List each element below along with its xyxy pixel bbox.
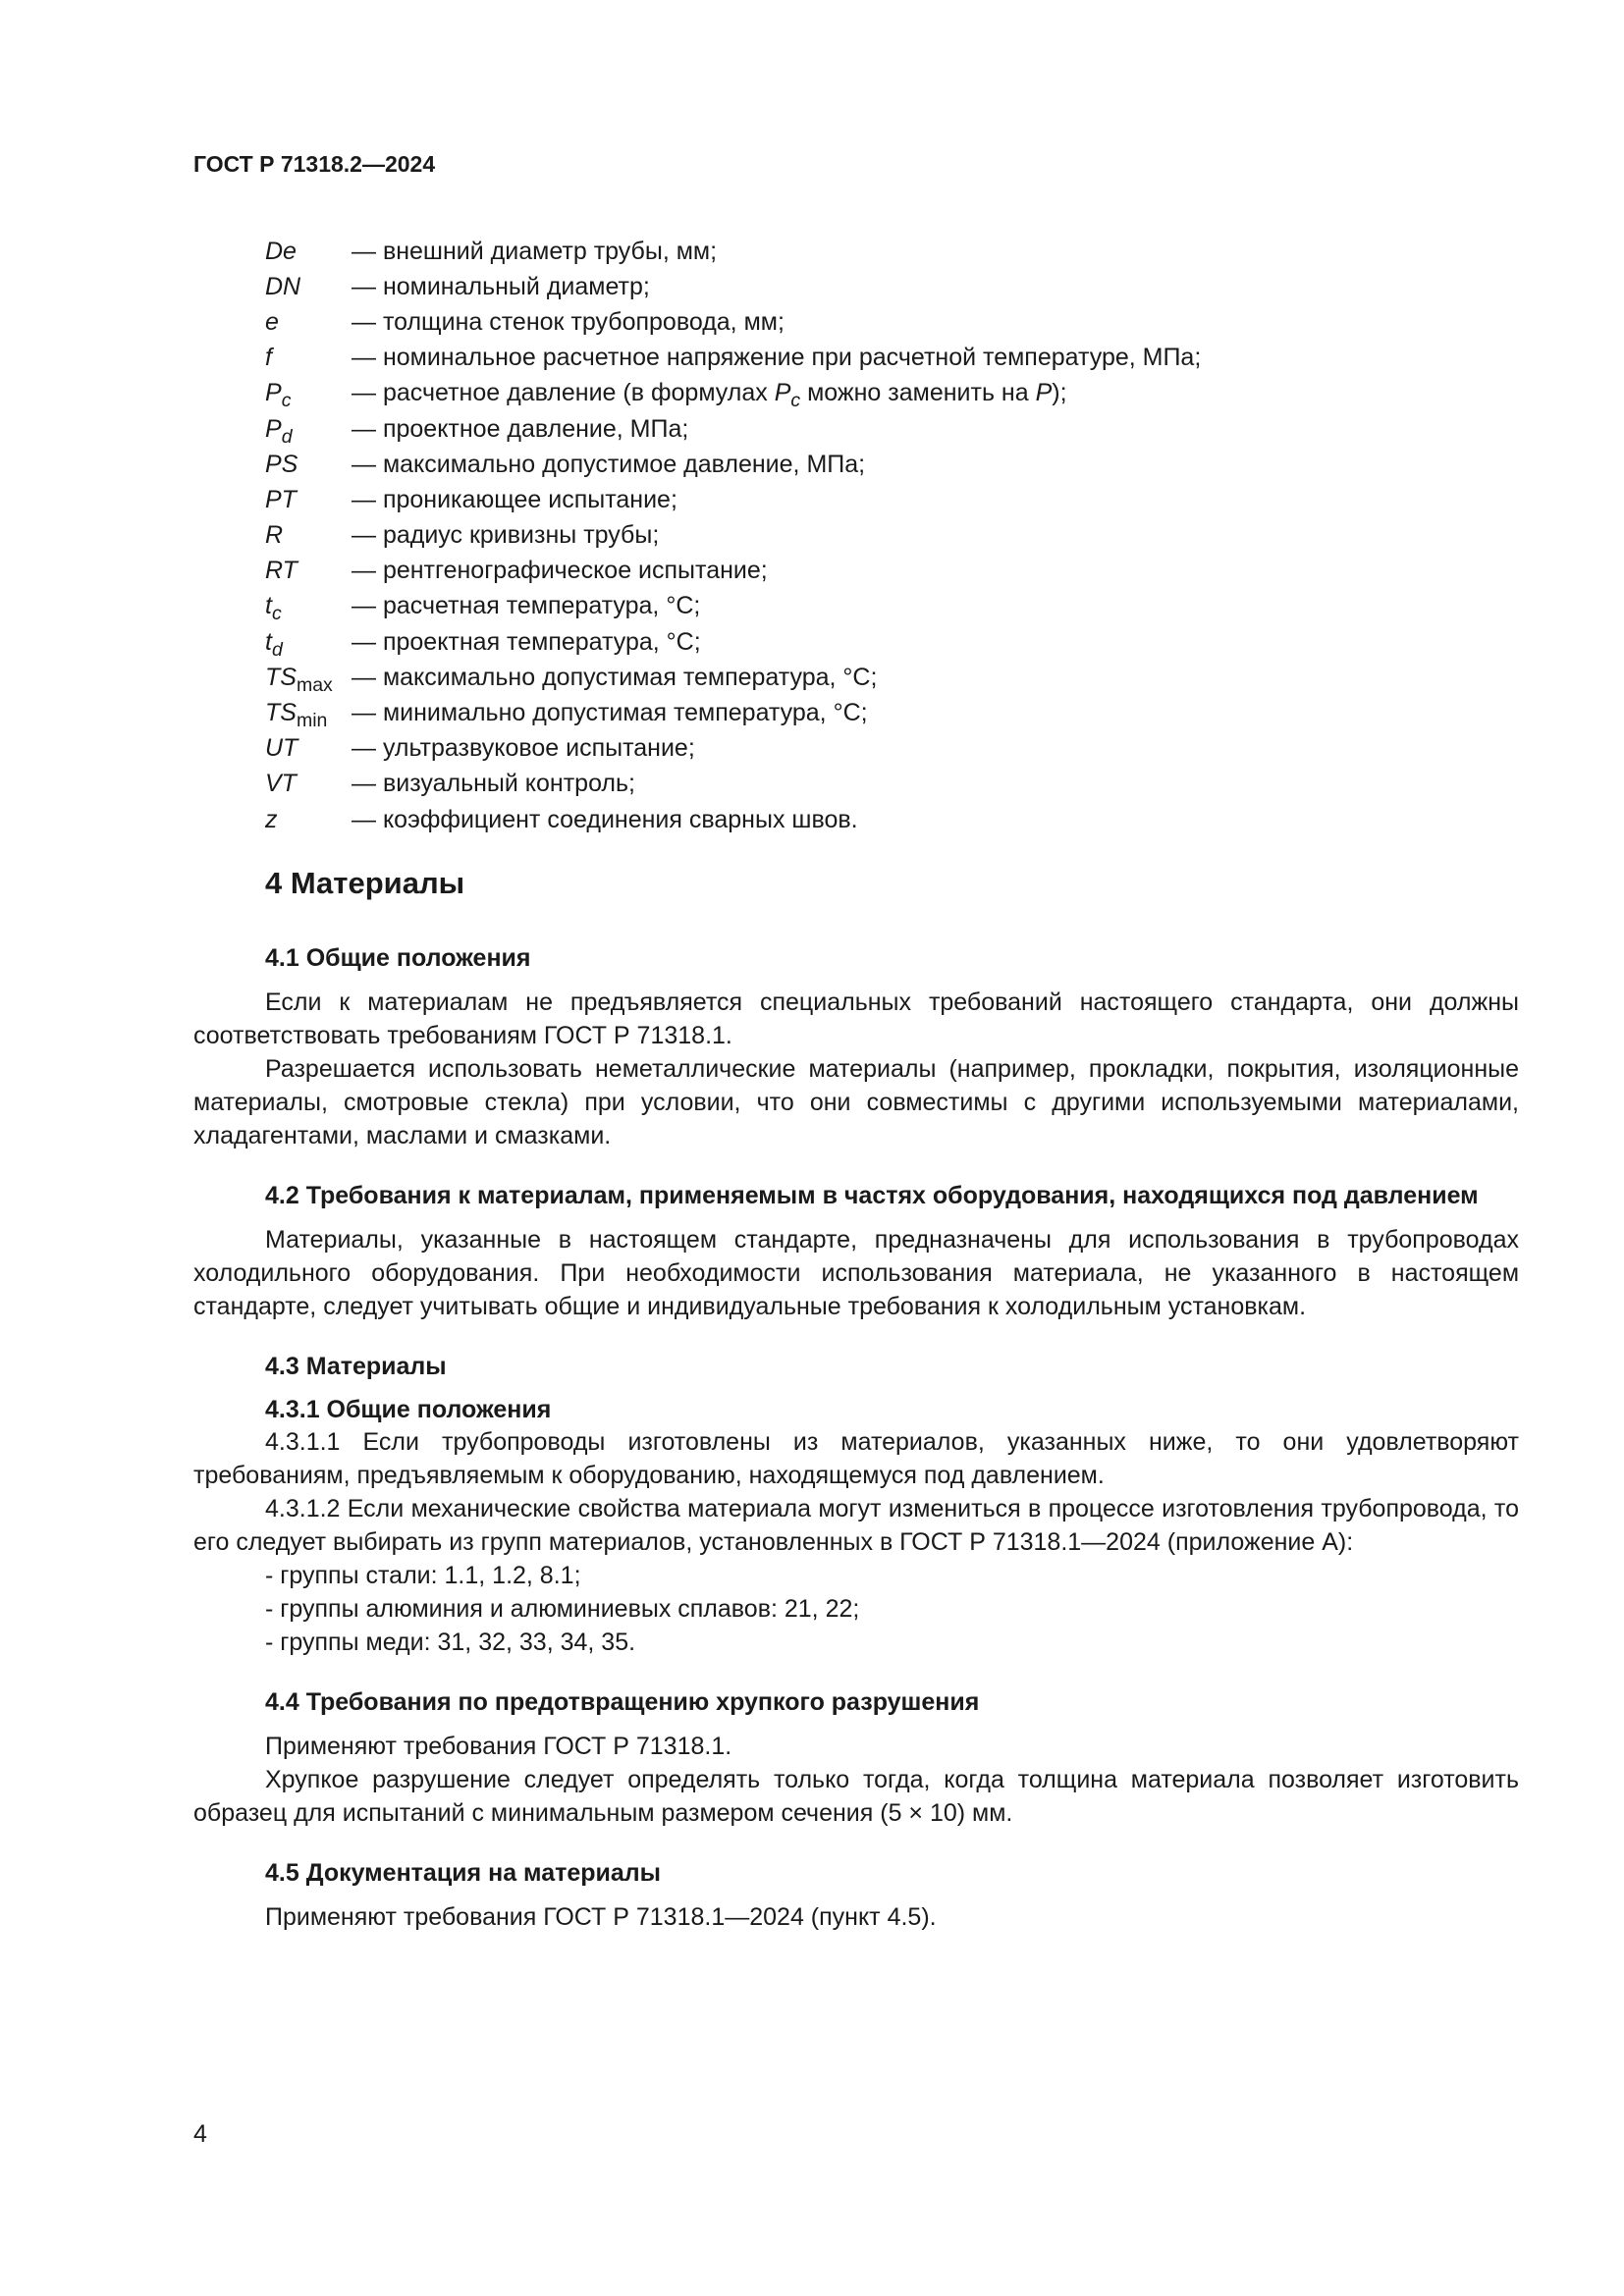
list-item: - группы стали: 1.1, 1.2, 8.1; — [265, 1562, 581, 1589]
symbol-term: RT — [265, 557, 298, 585]
symbol-term: DN — [265, 272, 301, 300]
symbol-description: — номинальный диаметр; — [352, 272, 650, 300]
section-title: 4 Материалы — [265, 866, 465, 900]
symbol-term: VT — [265, 770, 297, 798]
paragraph: Разрешается использовать неметаллические материалы (например, прокладки, покрытия, изоляционные материалы, смотровые стекла) при условии, что они совместимы с другими используемыми материалами, хладагентами, маслами и смазками. — [193, 1055, 1519, 1149]
symbol-description: — рентгенографическое испытание; — [352, 557, 768, 585]
symbol-row — [265, 589, 1394, 624]
symbol-row — [265, 767, 1394, 802]
symbol-description: — номинальное расчетное напряжение при расчетной температуре, МПа; — [352, 344, 1202, 372]
symbol-row — [265, 234, 1394, 269]
list-item: - группы меди: 31, 32, 33, 34, 35. — [265, 1629, 636, 1656]
symbol-row — [265, 518, 1394, 554]
symbols-list — [265, 234, 1394, 837]
symbol-term: UT — [265, 734, 298, 763]
symbol-term: $t_d$ — [265, 627, 283, 661]
paragraph: 4.3.1.2 Если механические свойства материала могут измениться в процессе изготовления трубопровода, то его следует выбирать из групп материалов, установленных в ГОСТ Р 71318.1—2024 (приложение А): — [193, 1495, 1519, 1556]
document-header-code: ГОСТ Р 71318.2—2024 — [193, 151, 436, 177]
symbol-row — [265, 376, 1394, 411]
symbol-row — [265, 411, 1394, 447]
paragraph: 4.3.1.1 Если трубопроводы изготовлены из материалов, указанных ниже, то они удовлетворяют требованиям, предъявляемым к оборудованию, находящемуся под давлением. — [193, 1428, 1519, 1489]
symbol-term: e — [265, 307, 279, 336]
paragraph: Применяют требования ГОСТ Р 71318.1. — [265, 1733, 732, 1760]
subsection-heading: 4.3 Материалы — [265, 1353, 447, 1380]
symbol-term: $P_d$ — [265, 414, 293, 448]
symbol-term: $t_c$ — [265, 592, 282, 625]
symbol-description: — максимально допустимое давление, МПа; — [352, 450, 866, 478]
symbol-row — [265, 341, 1394, 376]
symbol-term: $P_c$ — [265, 379, 292, 412]
subsection-heading: 4.2 Требования к материалам, применяемым в частях оборудования, находящихся под давлением — [265, 1182, 1479, 1209]
symbol-description: — проектное давление, МПа; — [352, 414, 689, 443]
page-number: 4 — [193, 2120, 207, 2148]
symbol-row — [265, 695, 1394, 730]
symbol-description: — проектная температура, °C; — [352, 627, 701, 656]
symbol-row — [265, 802, 1394, 837]
symbol-row — [265, 482, 1394, 517]
symbol-row — [265, 269, 1394, 304]
symbol-term: PS — [265, 450, 298, 478]
symbol-term: $TS_{min}$ — [265, 699, 328, 732]
paragraph: Применяют требования ГОСТ Р 71318.1—2024 (пункт 4.5). — [265, 1903, 937, 1931]
subsection-heading: 4.5 Документация на материалы — [265, 1859, 662, 1887]
symbol-description: — визуальный контроль; — [352, 770, 635, 798]
symbol-description: — проникающее испытание; — [352, 485, 677, 513]
symbol-description: — внешний диаметр трубы, мм; — [352, 237, 718, 265]
symbol-term: $TS_{max}$ — [265, 663, 333, 697]
subsection-4-4 — [193, 1686, 1519, 1830]
paragraph: Если к материалам не предъявляется специальных требований настоящего стандарта, они должны соответствовать требованиям ГОСТ Р 71318.1. — [193, 988, 1519, 1049]
subsection-4-3 — [193, 1351, 1519, 1659]
symbol-description: — минимально допустимая температура, °C; — [352, 699, 868, 727]
symbol-description: — ультразвуковое испытание; — [352, 734, 695, 763]
subsection-4-5 — [193, 1857, 1519, 1934]
section-4-content — [193, 864, 1519, 1961]
symbol-description: — коэффициент соединения сварных швов. — [352, 805, 858, 833]
symbol-row — [265, 304, 1394, 340]
symbol-term: De — [265, 237, 297, 265]
subsection-heading: 4.4 Требования по предотвращению хрупкого разрушения — [265, 1688, 980, 1716]
symbol-term: R — [265, 521, 284, 550]
paragraph: Хрупкое разрушение следует определять только тогда, когда толщина материала позволяет изготовить образец для испытаний с минимальным размером сечения (5 × 10) мм. — [193, 1766, 1519, 1827]
symbol-description: — расчетное давление (в формулах $P_c$ можно заменить на P); — [352, 379, 1067, 412]
symbol-row — [265, 624, 1394, 660]
symbol-description: — расчетная температура, °C; — [352, 592, 701, 620]
symbol-term: f — [265, 344, 272, 372]
symbol-description: — радиус кривизны трубы; — [352, 521, 660, 550]
symbol-term: z — [265, 805, 278, 833]
subsection-4-1 — [193, 942, 1519, 1152]
subsection-heading: 4.3.1 Общие положения — [265, 1396, 552, 1423]
symbol-row — [265, 660, 1394, 695]
symbol-row — [265, 554, 1394, 589]
subsection-4-2 — [193, 1180, 1519, 1323]
symbol-row — [265, 731, 1394, 767]
list-item: - группы алюминия и алюминиевых сплавов: 21, 22; — [265, 1595, 860, 1623]
symbol-description: — максимально допустимая температура, °C; — [352, 663, 878, 691]
symbol-term: PT — [265, 485, 297, 513]
paragraph: Материалы, указанные в настоящем стандарте, предназначены для использования в трубопроводах холодильного оборудования. При необходимости использования материала, не указанного в настоящем стандарте, следует учитывать общие и индивидуальные требования к холодильным установкам. — [193, 1226, 1519, 1320]
symbol-description: — толщина стенок трубопровода, мм; — [352, 307, 785, 336]
subsection-heading: 4.1 Общие положения — [265, 944, 531, 972]
symbol-row — [265, 447, 1394, 482]
